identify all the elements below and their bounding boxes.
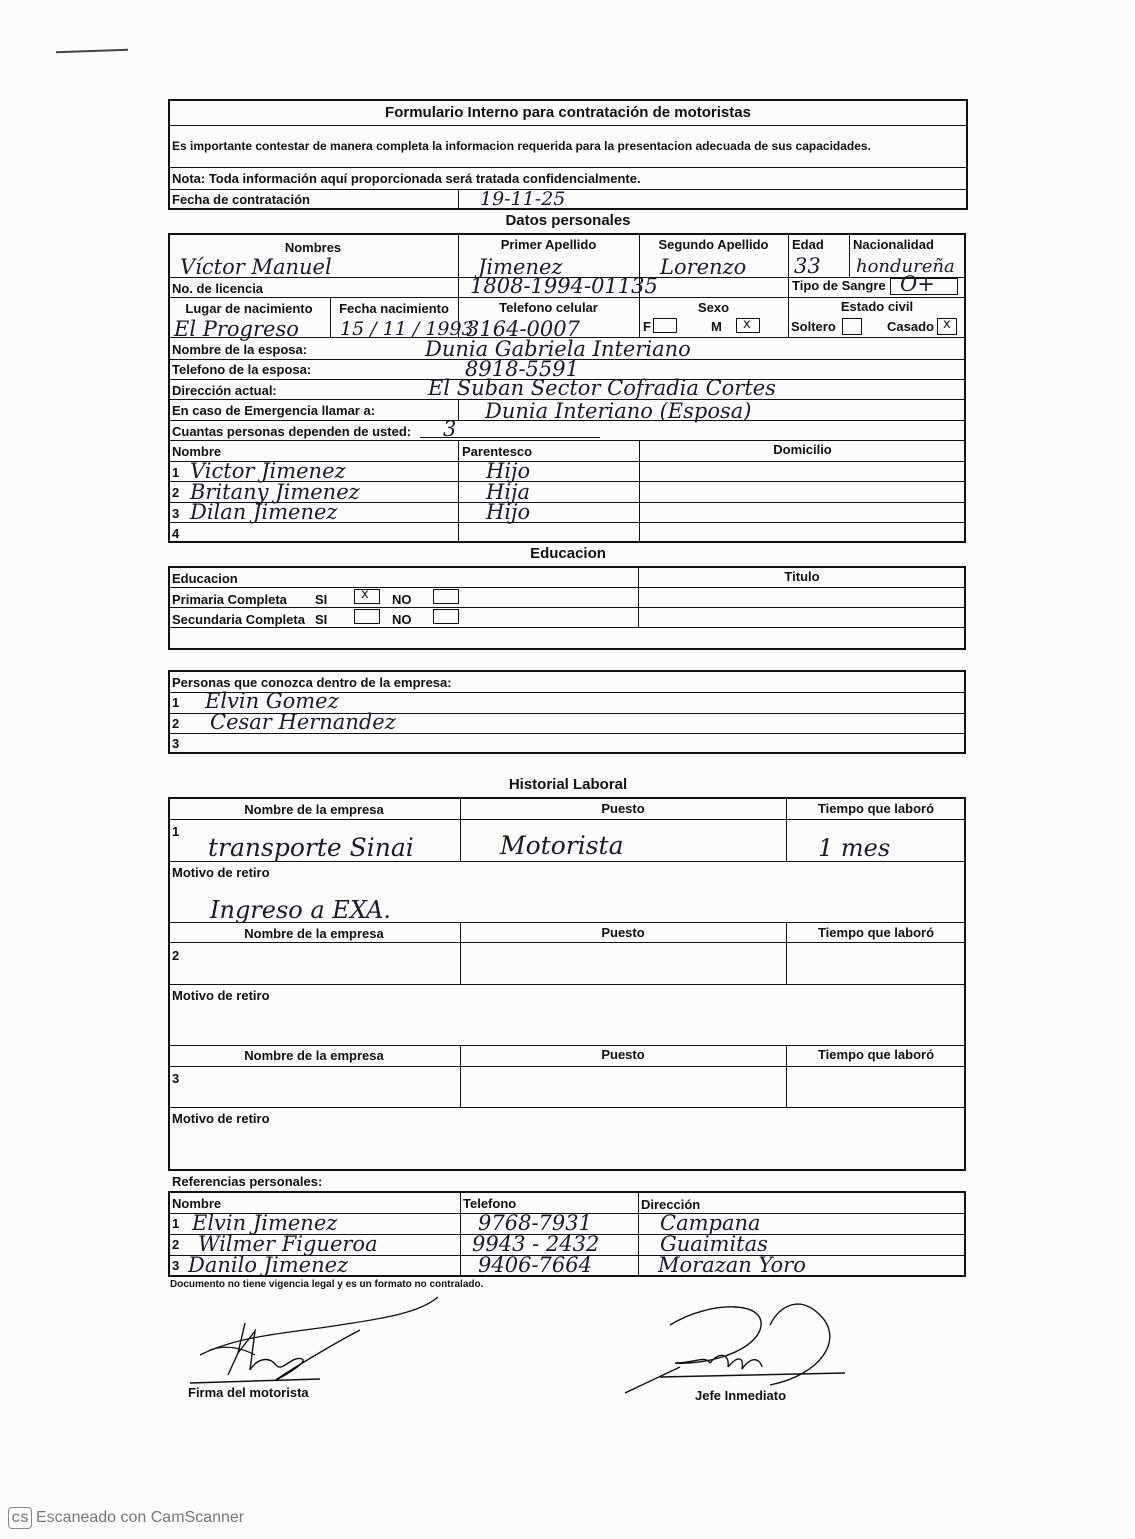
label-dependientes: Cuantas personas dependen de usted: [172,424,412,439]
job-header-empresa: Nombre de la empresa [244,1048,384,1063]
checkbox-sexo-f[interactable] [653,318,677,333]
job-header-puesto: Puesto [601,1047,645,1062]
label-edad: Edad [792,237,824,252]
dep-row-num: 3 [172,506,180,521]
job-num: 2 [172,948,180,963]
dep-header-nombre: Nombre [172,444,222,459]
label-emergencia: En caso de Emergencia llamar a: [172,403,376,418]
ref-row-nombre: Wilmer Figueroa [198,1232,378,1256]
dep-row-parentesco: Hijo [486,500,531,524]
checkbox-primaria-no[interactable] [433,589,459,604]
scan-mark [56,49,128,54]
motivo-label: Motivo de retiro [172,1111,270,1126]
value-esposa: Dunia Gabriela Interiano [425,337,691,361]
label-tipo-sangre: Tipo de Sangre [792,278,886,293]
value-lugar-nac: El Progreso [174,317,299,341]
ref-row-num: 1 [172,1216,180,1231]
dep-row-nombre: Dilan Jimenez [190,500,338,524]
job-header-empresa: Nombre de la empresa [244,926,384,941]
job-header-tiempo: Tiempo que laboró [817,1047,935,1062]
label-nombres: Nombres [284,240,342,255]
ref-row-num: 3 [172,1258,180,1273]
job-puesto: Motorista [500,831,624,860]
job-header-empresa: Nombre de la empresa [244,802,384,817]
disclaimer: Documento no tiene vigencia legal y es un formato no contralado. [170,1279,484,1290]
references-label: Referencias personales: [172,1174,323,1189]
dep-row-num: 2 [172,485,180,500]
known-row-num: 3 [172,736,180,751]
confidential-note: Nota: Toda información aquí proporcionada será tratada confidencialmente. [172,171,641,186]
section-work: Historial Laboral [508,776,628,793]
label-tel-esposa: Telefono de la esposa: [172,362,312,377]
label-nacionalidad: Nacionalidad [853,237,934,252]
value-fecha-nac: 15 / 11 / 1993 [340,318,474,340]
label-secundaria: Secundaria Completa [172,612,305,627]
value-tel-esposa: 8918-5591 [465,357,579,381]
motivo-value: Ingreso a EXA. [210,896,392,924]
label-soltero: Soltero [791,319,836,334]
dep-header-parentesco: Parentesco [462,444,533,459]
dep-header-domicilio: Domicilio [773,442,832,457]
signature-motorista-label: Firma del motorista [188,1385,309,1400]
value-tipo-sangre: O+ [900,272,935,296]
ref-row-nombre: Elvin Jimenez [192,1211,338,1235]
label-no: NO [392,612,412,627]
section-personal: Datos personales [505,212,631,229]
label-segundo-apellido: Segundo Apellido [658,237,769,252]
mark-primaria-si: x [361,587,369,602]
job-header-tiempo: Tiempo que laboró [817,801,935,816]
value-nacionalidad: hondureña [856,256,955,277]
checkbox-soltero[interactable] [842,318,862,335]
dep-row-nombre: Britany Jimenez [190,480,360,504]
label-licencia: No. de licencia [172,281,264,296]
label-telefono: Telefono celular [499,300,598,315]
dep-row-parentesco: Hijo [486,459,531,483]
job-header-tiempo: Tiempo que laboró [817,925,935,940]
ref-row-nombre: Danilo Jimenez [188,1253,349,1277]
ref-row-telefono: 9406-7664 [478,1253,592,1277]
label-direccion: Dirección actual: [172,383,277,398]
dep-row-nombre: Victor Jimenez [190,459,346,483]
value-telefono: 3164-0007 [466,317,580,341]
section-education: Educacion [530,545,606,562]
label-fecha-nac: Fecha nacimiento [339,301,449,316]
motivo-label: Motivo de retiro [172,865,270,880]
mark-sexo-m: x [743,317,751,332]
label-primer-apellido: Primer Apellido [500,237,597,252]
label-sexo-f: F [643,319,651,334]
known-row-num: 2 [172,716,180,731]
job-tiempo: 1 mes [818,834,891,862]
job-header-puesto: Puesto [601,801,645,816]
ref-header-nombre: Nombre [172,1196,222,1211]
job-empresa: transporte Sinai [208,833,414,862]
label-sexo-m: M [711,319,722,334]
value-direccion: El Suban Sector Cofradia Cortes [428,376,776,400]
ref-header-direccion: Dirección [641,1197,701,1212]
job-num: 1 [172,824,180,839]
ref-row-direccion: Morazan Yoro [658,1253,806,1277]
label-sexo: Sexo [697,300,730,315]
value-emergencia: Dunia Interiano (Esposa) [485,399,752,423]
signature-jefe-label: Jefe Inmediato [695,1388,787,1403]
ref-row-num: 2 [172,1237,180,1252]
ref-header-telefono: Telefono [463,1196,517,1211]
edu-titulo: Titulo [784,569,820,584]
label-primaria: Primaria Completa [172,592,287,607]
value-dependientes: 3 [443,417,457,441]
value-edad: 33 [794,254,821,278]
ref-row-telefono: 9768-7931 [478,1211,592,1235]
fecha-label: Fecha de contratación [172,192,310,207]
edu-header: Educacion [172,571,238,586]
checkbox-secundaria-si[interactable] [354,609,380,624]
value-nombres: Víctor Manuel [180,255,332,279]
ref-row-telefono: 9943 - 2432 [472,1232,600,1256]
ref-row-direccion: Guaimitas [660,1232,768,1256]
motivo-label: Motivo de retiro [172,988,270,1003]
label-estado-civil: Estado civil [840,299,914,314]
job-header-puesto: Puesto [601,925,645,940]
mark-casado: x [943,317,951,332]
label-casado: Casado [887,319,934,334]
camscanner-logo-icon: CS [8,1507,32,1529]
label-esposa: Nombre de la esposa: [172,342,308,357]
fecha-value: 19-11-25 [480,188,566,210]
value-primer-apellido: Jimenez [478,255,563,279]
camscanner-footer [8,1507,244,1529]
value-licencia: 1808-1994-01135 [470,274,658,298]
form-title: Formulario Interno para contratación de motoristas [385,104,751,121]
instructions: Es importante contestar de manera completa la informacion requerida para la presentacion adecuada de sus capacidades. [172,139,871,153]
label-si: SI [315,612,328,627]
label-si: SI [315,592,328,607]
label-lugar-nac: Lugar de nacimiento [185,301,313,316]
dep-row-parentesco: Hija [486,480,531,504]
known-row-name: Elvin Gomez [205,689,339,713]
known-row-num: 1 [172,695,180,710]
known-label: Personas que conozca dentro de la empresa: [172,675,452,690]
dep-row-num: 1 [172,465,180,480]
dep-row-num: 4 [172,526,180,541]
value-segundo-apellido: Lorenzo [660,255,747,279]
job-num: 3 [172,1071,180,1086]
camscanner-text: Escaneado con CamScanner [36,1509,245,1527]
signature-jefe-scribble [620,1295,860,1400]
label-no: NO [392,592,412,607]
checkbox-secundaria-no[interactable] [433,609,459,624]
known-row-name: Cesar Hernandez [210,710,396,734]
ref-row-direccion: Campana [660,1211,761,1235]
